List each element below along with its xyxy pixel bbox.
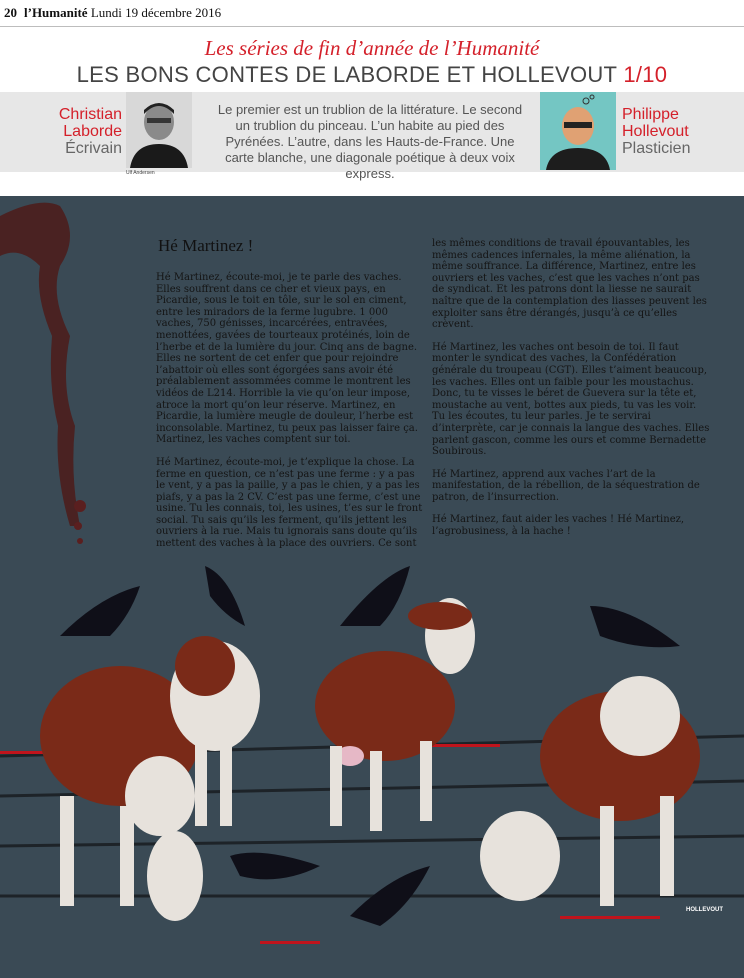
story-paragraph: les mêmes conditions de travail épouvantables, les mêmes cadences infernales, la même aliénation, la même souffrance. La différence, Martinez, entre les ouvriers et les vaches, c’est que les vaches n’ont pas de syndicat. Et les patrons dont la liesse ne saurait naître que de la contemplation des liasses peuvent les exploiter sans être dérangés, jusqu’à ce qu’elles crèvent. xyxy=(432,238,707,331)
page-number: 20 xyxy=(4,5,17,20)
masthead xyxy=(24,5,221,21)
story-paragraph: Hé Martinez, faut aider les vaches ! Hé Martinez, l’agrobusiness, à la hache ! xyxy=(432,514,685,538)
author-left xyxy=(40,106,122,157)
author-left-first: Christian xyxy=(58,106,122,123)
author-left-last: Laborde xyxy=(63,123,122,140)
author-left-photo xyxy=(126,92,192,168)
author-right-role: Plasticien xyxy=(622,140,691,157)
author-right-first: Philippe xyxy=(622,106,679,123)
series-prefix: Les séries de fin d’année de xyxy=(204,36,444,60)
section-subtitle xyxy=(0,62,744,88)
episode-number: 1/10 xyxy=(623,62,668,87)
subtitle-text: LES BONS CONTES DE LABORDE ET HOLLEVOUT xyxy=(76,62,624,87)
photo-credit: Ulf Andersen xyxy=(126,170,155,176)
story-paragraph: Hé Martinez, écoute-moi, je t’explique la chose. La ferme en question, ce n’est pas une ferme : y a pas le vent, y a pas la paille, y a pas le chien, y a pas les piafs, y a pas la 2 CV. C’est pas une ferme, c’est une usine. Tu les connais, toi, les usines, t’es sur le front social. Tu sais qu’ils les ferment, qu’ils jettent les ouvriers à la rue. Mais tu ignorais sans doute qu’ils mettent des vaches à la place des ouvriers. Ce sont xyxy=(156,456,423,550)
author-right-last: Hollevout xyxy=(622,123,689,140)
issue-date: Lundi 19 décembre 2016 xyxy=(90,5,222,20)
page-header xyxy=(0,0,744,27)
intro-text: Le premier est un trublion de la littérature. Le second un trublion du pinceau. L’un habite au pied des Pyrénées. L’autre, dans les Hauts-de-France. Une carte blanche, une diagonale poétique à deux voix express. xyxy=(217,102,523,181)
story-column-2 xyxy=(432,238,710,549)
author-right xyxy=(622,106,732,157)
artist-signature: HOLLEVOUT xyxy=(686,907,723,913)
series-paper: l’Humanité xyxy=(443,36,540,60)
story-paragraph: Hé Martinez, les vaches ont besoin de toi. Il faut monter le syndicat des vaches, la Confédération générale du troupeau (CGT). Elles t’aiment beaucoup, les vaches. Elles ont un faible pour les moustachus. Donc, tu te visses le béret de Guevera sur la tête et, moustache au vent, bottes aux pieds, tu vas les voir. Tu les écoutes, tu leur parles. Je te servirai d’interprète, car je connais la langue des vaches. Elles parlent gascon, comme les ours et comme Bernadette Soubirous. xyxy=(432,341,710,458)
story-title: Hé Martinez ! xyxy=(158,236,254,255)
story-paragraph: Hé Martinez, écoute-moi, je te parle des vaches. Elles souffrent dans ce cher et vieux pays, en Picardie, sous le toit en tôle, sur le sol en ciment, entre les miradors de la ferme lugubre. 1 000 vaches, 750 génisses, incarcérées, entravées, menottées, gavées de tourteaux protéinés, loin de l’herbe et de la lumière du jour. Cinq ans de bagne. Elles ne sortent de cet enfer que pour rejoindre l’abattoir où elles sont égorgées sans avoir été préalablement assommées comme le montrent les vidéos de L214. Horrible la vie qu’on leur impose, atroce la mort qu’on leur réserve. Martinez, en Picardie, la lumière meugle de douleur, l’herbe est inconsolable. Martinez, tu peux pas laisser faire ça. Martinez, les vaches comptent sur toi. xyxy=(156,272,418,446)
paper-name: l’Humanité xyxy=(24,5,88,20)
story-column-1 xyxy=(156,272,426,561)
author-left-role: Écrivain xyxy=(65,140,122,157)
author-right-photo xyxy=(540,92,616,170)
story-paragraph: Hé Martinez, apprend aux vaches l’art de la manifestation, de la rébellion, de la séquestration de patron, de l’insurrection. xyxy=(432,468,700,503)
series-title xyxy=(0,36,744,61)
